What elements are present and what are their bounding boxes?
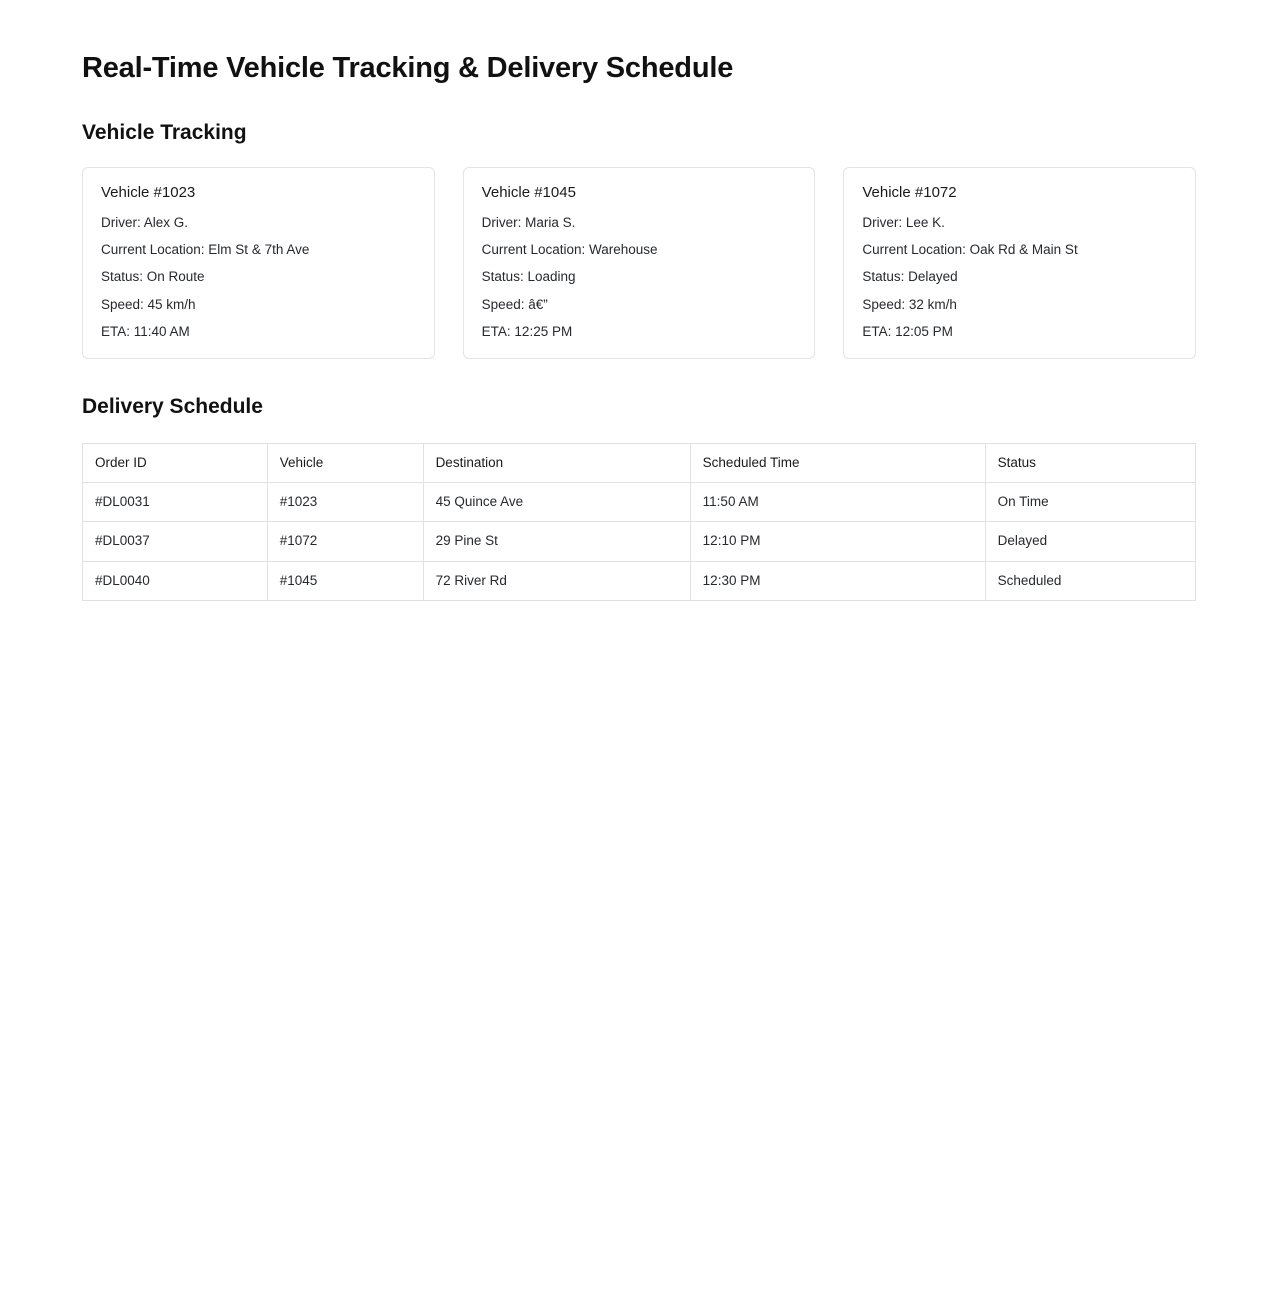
cell-scheduled-time: 12:10 PM <box>690 522 985 561</box>
delivery-schedule-table <box>82 443 1196 601</box>
vehicle-speed: Speed: â€” <box>481 296 548 312</box>
vehicle-location: Current Location: Oak Rd & Main St <box>862 242 1078 258</box>
vehicle-speed: Speed: 45 km/h <box>101 296 196 312</box>
vehicle-eta: ETA: 12:25 PM <box>481 323 573 339</box>
column-header-vehicle: Vehicle <box>267 443 423 482</box>
vehicle-status: Status: On Route <box>101 269 205 285</box>
vehicle-driver: Driver: Lee K. <box>862 215 945 230</box>
vehicle-eta: ETA: 12:05 PM <box>862 323 953 339</box>
vehicle-tracking-cards <box>82 167 1196 359</box>
cell-order-id: #DL0040 <box>83 561 268 600</box>
vehicle-card <box>843 167 1196 359</box>
delivery-schedule-heading: Delivery Schedule <box>82 394 263 418</box>
cell-status: Delayed <box>985 522 1195 561</box>
vehicle-card <box>463 167 816 359</box>
cell-scheduled-time: 11:50 AM <box>690 483 985 522</box>
cell-destination: 45 Quince Ave <box>423 483 690 522</box>
cell-vehicle: #1045 <box>267 561 423 600</box>
column-header-scheduled-time: Scheduled Time <box>690 443 985 482</box>
cell-destination: 72 River Rd <box>423 561 690 600</box>
table-row <box>83 483 1196 522</box>
vehicle-driver: Driver: Alex G. <box>101 215 189 230</box>
table-row <box>83 522 1196 561</box>
vehicle-status: Status: Delayed <box>862 269 958 285</box>
vehicle-eta: ETA: 11:40 AM <box>101 323 190 339</box>
cell-order-id: #DL0031 <box>83 483 268 522</box>
cell-order-id: #DL0037 <box>83 522 268 561</box>
cell-status: On Time <box>985 483 1195 522</box>
vehicle-card-title: Vehicle #1072 <box>862 184 957 201</box>
column-header-destination: Destination <box>423 443 690 482</box>
column-header-status: Status <box>985 443 1195 482</box>
vehicle-location: Current Location: Warehouse <box>481 242 658 258</box>
table-row <box>83 561 1196 600</box>
cell-scheduled-time: 12:30 PM <box>690 561 985 600</box>
vehicle-location: Current Location: Elm St & 7th Ave <box>101 242 310 258</box>
vehicle-card-title: Vehicle #1045 <box>481 184 576 201</box>
vehicle-card-title: Vehicle #1023 <box>101 184 196 201</box>
vehicle-driver: Driver: Maria S. <box>481 215 576 230</box>
vehicle-status: Status: Loading <box>481 269 576 285</box>
cell-destination: 29 Pine St <box>423 522 690 561</box>
column-header-order-id: Order ID <box>83 443 268 482</box>
table-header-row <box>83 443 1196 482</box>
cell-vehicle: #1023 <box>267 483 423 522</box>
cell-vehicle: #1072 <box>267 522 423 561</box>
page-title: Real-Time Vehicle Tracking & Delivery Schedule <box>82 52 734 84</box>
vehicle-speed: Speed: 32 km/h <box>862 296 957 312</box>
page-container <box>0 0 1278 601</box>
vehicle-card <box>82 167 435 359</box>
cell-status: Scheduled <box>985 561 1195 600</box>
vehicle-tracking-heading: Vehicle Tracking <box>82 121 247 144</box>
